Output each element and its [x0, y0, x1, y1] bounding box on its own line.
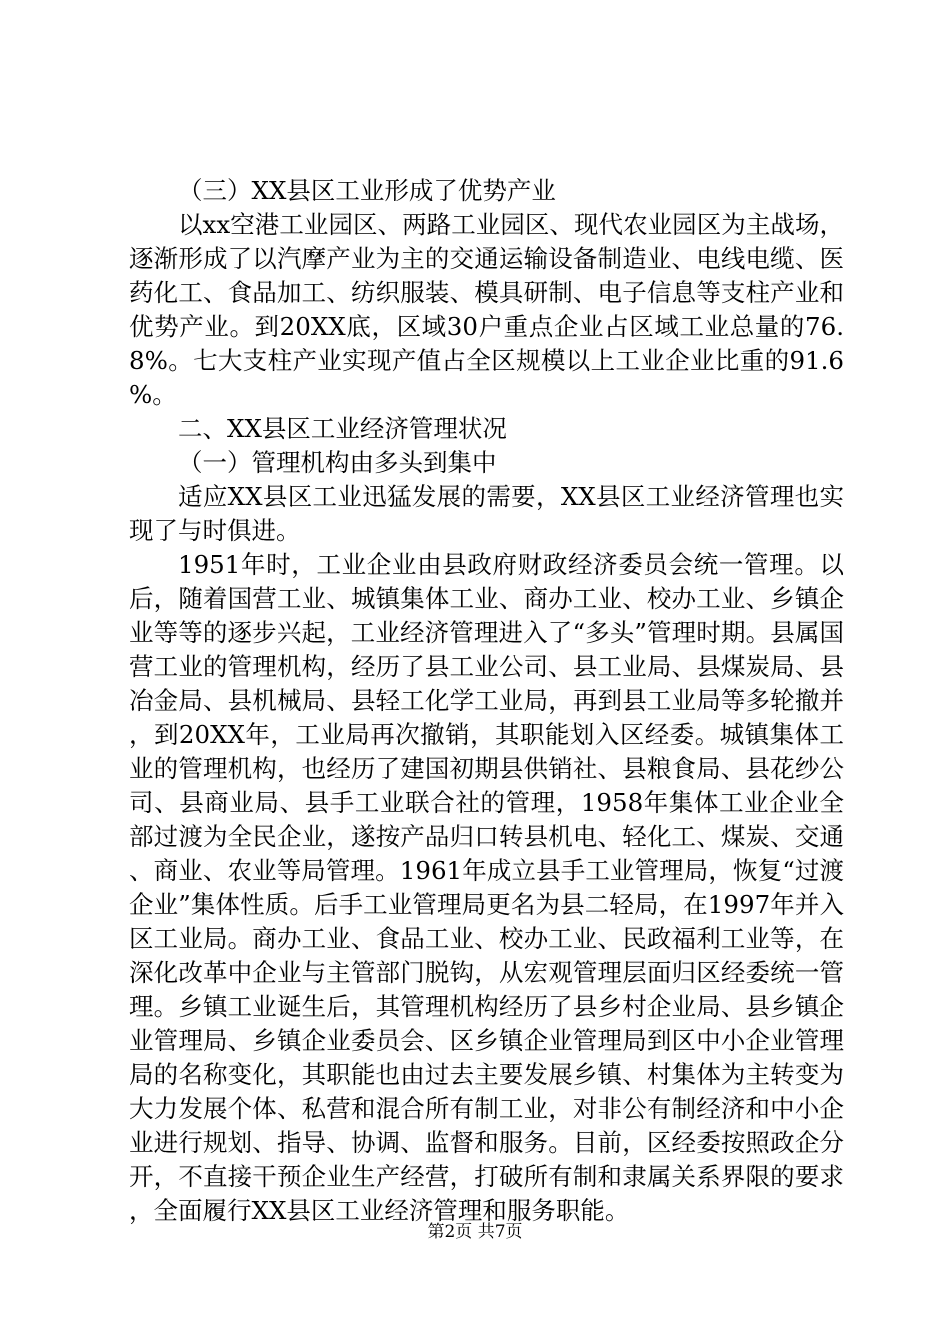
section-heading-two: 二、XX县区工业经济管理状况 [178, 414, 507, 443]
section-heading-three: （三）XX县区工业形成了优势产业 [178, 176, 556, 205]
subsection-heading-one: （一）管理机构由多头到集中 [178, 448, 497, 477]
page-footer: 第2页 共7页 [427, 1222, 523, 1242]
body-paragraph-industries: 以xx空港工业园区、两路工业园区、现代农业园区为主战场，逐渐形成了以汽摩产业为主的交通运输设备制造业、电线电缆、医药化工、食品加工、纺织服装、模具研制、电子信息等支柱产业和优势产业。到20XX底，区域30户重点企业占区域工业总量的76.8%。七大支柱产业实现产值占全区规模以上工业企业比重的91.6%。 [129, 210, 844, 409]
document-body [129, 174, 844, 1228]
body-paragraph-history: 1951年时，工业企业由县政府财政经济委员会统一管理。以后，随着国营工业、城镇集体工业、商办工业、校办工业、乡镇企业等等的逐步兴起，工业经济管理进入了“多头”管理时期。县属国营工业的管理机构，经历了县工业公司、县工业局、县煤炭局、县冶金局、县机械局、县轻工化学工业局，再到县工业局等多轮撤并，到20XX年，工业局再次撤销，其职能划入区经委。城镇集体工业的管理机构，也经历了建国初期县供销社、县粮食局、县花纱公司、县商业局、县手工业联合社的管理，1958年集体工业企业全部过渡为全民企业，遂按产品归口转县机电、轻化工、煤炭、交通、商业、农业等局管理。1961年成立县手工业管理局，恢复“过渡企业”集体性质。后手工业管理局更名为县二轻局，在1997年并入区工业局。商办工业、食品工业、校办工业、民政福利工业等，在深化改革中企业与主管部门脱钩，从宏观管理层面归区经委统一管理。乡镇工业诞生后，其管理机构经历了县乡村企业局、县乡镇企业管理局、乡镇企业委员会、区乡镇企业管理局到区中小企业管理局的名称变化，其职能也由过去主要发展乡镇、村集体为主转变为大力发展个体、私营和混合所有制工业，对非公有制经济和中小企业进行规划、指导、协调、监督和服务。目前，区经委按照政企分开，不直接干预企业生产经营，打破所有制和隶属关系界限的要求，全面履行XX县区工业经济管理和服务职能。 [129, 550, 844, 1225]
body-paragraph-adaptation: 适应XX县区工业迅猛发展的需要，XX县区工业经济管理也实现了与时俱进。 [129, 482, 844, 545]
